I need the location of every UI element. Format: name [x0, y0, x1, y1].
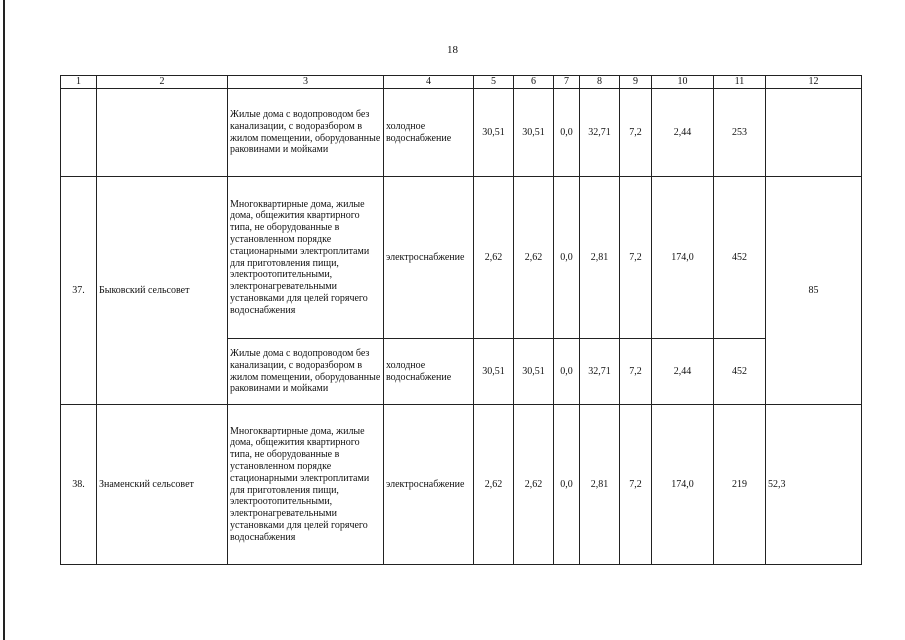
housing-type-cell: Многоквартирные дома, жилые дома, общежития квартирного типа, не оборудованные в установленном порядке стационарными электроплитами для приготовления пищи, электроотопительными, электронагревательными установками для целей горячего водоснабжения	[228, 405, 384, 565]
header-cell: 10	[652, 76, 714, 89]
value-cell: 219	[714, 405, 766, 565]
utility-cell: холодное водоснабжение	[384, 89, 474, 177]
utility-cell: электроснабжение	[384, 405, 474, 565]
header-cell: 11	[714, 76, 766, 89]
value-cell: 174,0	[652, 405, 714, 565]
header-cell: 4	[384, 76, 474, 89]
total-cell: 52,3	[766, 405, 862, 565]
row-number-cell	[61, 89, 97, 177]
value-cell: 30,51	[474, 89, 514, 177]
value-cell: 2,81	[580, 405, 620, 565]
value-cell: 2,62	[474, 177, 514, 339]
header-cell: 3	[228, 76, 384, 89]
value-cell: 7,2	[620, 177, 652, 339]
value-cell: 452	[714, 339, 766, 405]
value-cell: 2,44	[652, 89, 714, 177]
header-cell: 2	[97, 76, 228, 89]
tariff-table	[60, 75, 862, 565]
settlement-cell: Быковский сельсовет	[97, 177, 228, 405]
utility-cell: холодное водоснабжение	[384, 339, 474, 405]
value-cell: 30,51	[474, 339, 514, 405]
header-cell: 6	[514, 76, 554, 89]
total-cell	[766, 89, 862, 177]
header-cell: 9	[620, 76, 652, 89]
binding-line	[3, 0, 5, 640]
settlement-cell	[97, 89, 228, 177]
value-cell: 0,0	[554, 339, 580, 405]
housing-type-cell: Жилые дома с водопроводом без канализации, с водоразбором в жилом помещении, оборудованные раковинами и мойками	[228, 339, 384, 405]
value-cell: 30,51	[514, 339, 554, 405]
settlement-cell: Знаменский сельсовет	[97, 405, 228, 565]
value-cell: 174,0	[652, 177, 714, 339]
value-cell: 2,62	[514, 405, 554, 565]
value-cell: 2,81	[580, 177, 620, 339]
value-cell: 0,0	[554, 177, 580, 339]
value-cell: 2,62	[514, 177, 554, 339]
value-cell: 452	[714, 177, 766, 339]
value-cell: 0,0	[554, 89, 580, 177]
table-row	[61, 89, 862, 177]
header-row	[61, 76, 862, 89]
row-number-cell: 38.	[61, 405, 97, 565]
row-number-cell: 37.	[61, 177, 97, 405]
value-cell: 7,2	[620, 405, 652, 565]
value-cell: 253	[714, 89, 766, 177]
housing-type-cell: Жилые дома с водопроводом без канализации, с водоразбором в жилом помещении, оборудованные раковинами и мойками	[228, 89, 384, 177]
header-cell: 8	[580, 76, 620, 89]
header-cell: 7	[554, 76, 580, 89]
value-cell: 32,71	[580, 89, 620, 177]
value-cell: 2,44	[652, 339, 714, 405]
table-row	[61, 177, 862, 339]
value-cell: 7,2	[620, 339, 652, 405]
header-cell: 12	[766, 76, 862, 89]
value-cell: 0,0	[554, 405, 580, 565]
value-cell: 7,2	[620, 89, 652, 177]
value-cell: 2,62	[474, 405, 514, 565]
header-cell: 1	[61, 76, 97, 89]
total-cell: 85	[766, 177, 862, 405]
utility-cell: электроснабжение	[384, 177, 474, 339]
housing-type-cell: Многоквартирные дома, жилые дома, общежития квартирного типа, не оборудованные в установленном порядке стационарными электроплитами для приготовления пищи, электроотопительными, электронагревательными установками для целей горячего водоснабжения	[228, 177, 384, 339]
table-row	[61, 405, 862, 565]
value-cell: 30,51	[514, 89, 554, 177]
page-number: 18	[447, 44, 458, 56]
header-cell: 5	[474, 76, 514, 89]
value-cell: 32,71	[580, 339, 620, 405]
